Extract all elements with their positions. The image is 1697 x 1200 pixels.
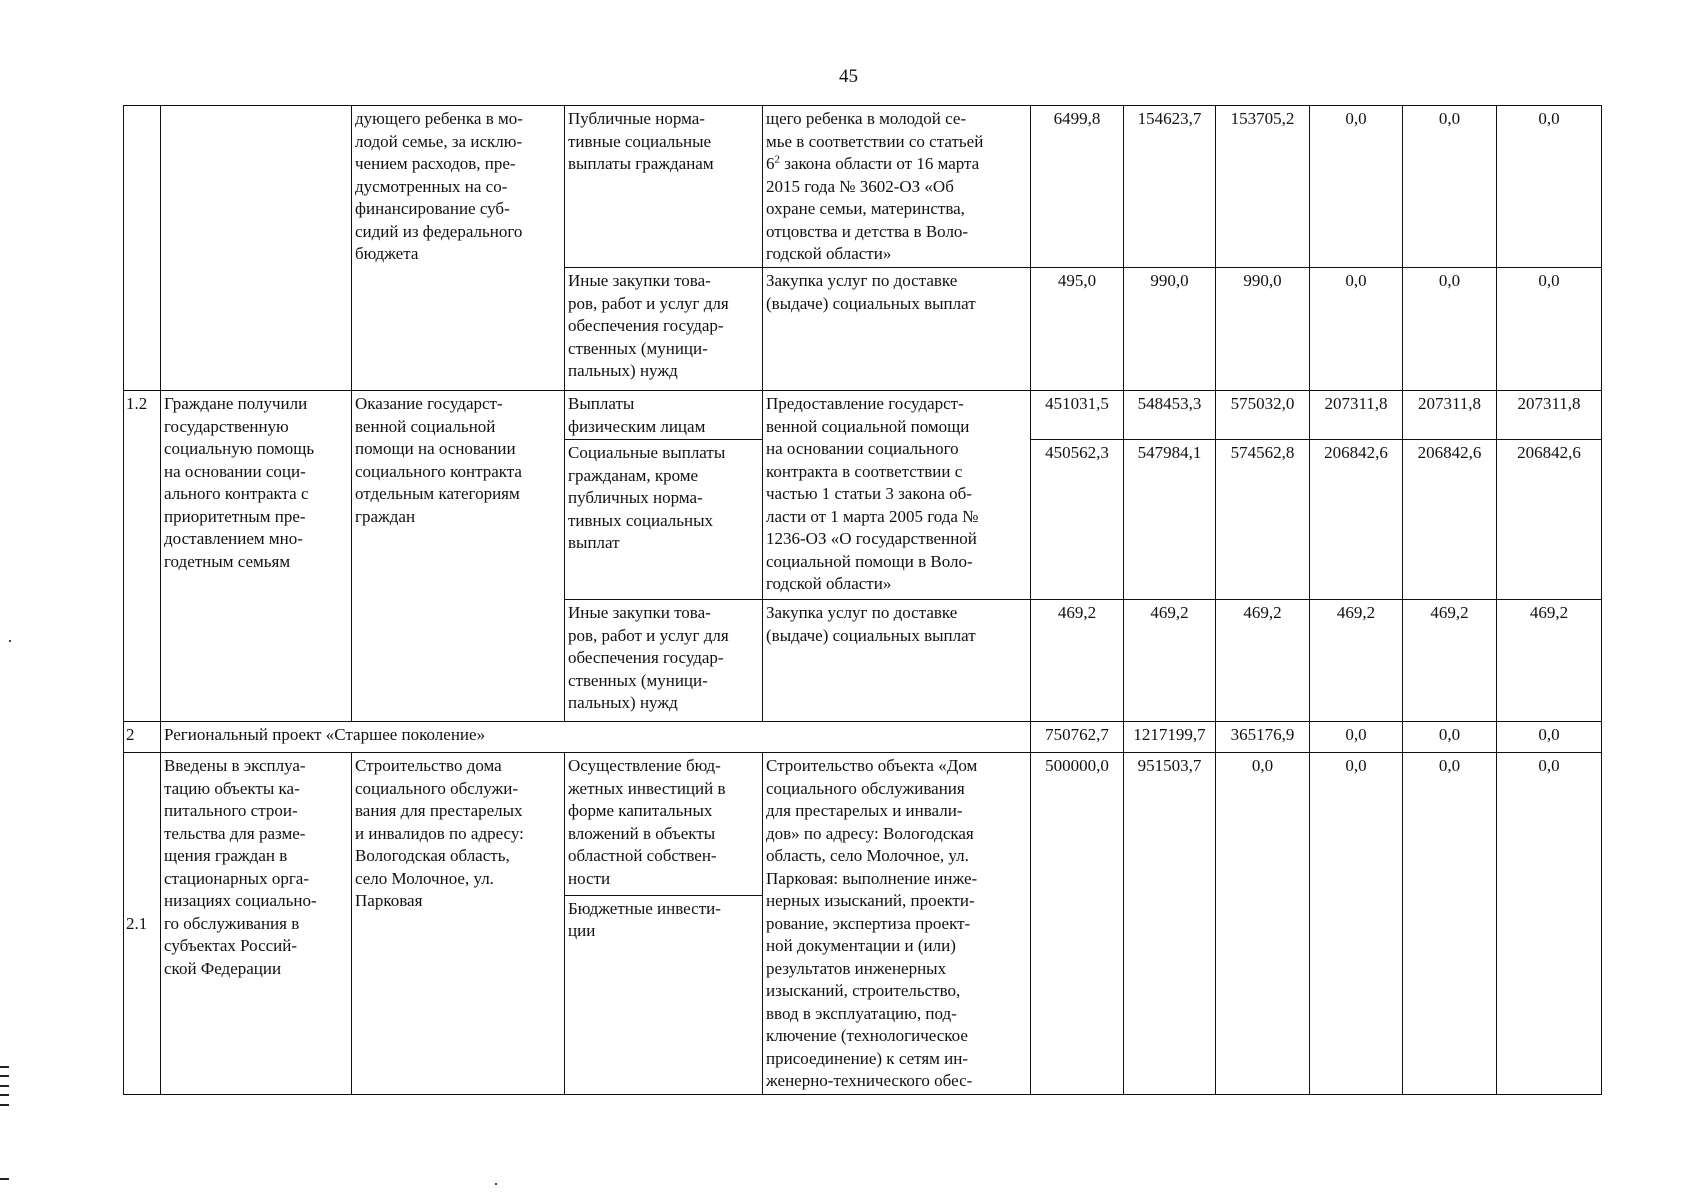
table-row bbox=[124, 391, 1602, 440]
measure-cell: Оказание государст- венной социальной помощи на основании социального контракта отдельным категориям граждан bbox=[352, 391, 565, 722]
value-cell: 206842,6 bbox=[1310, 440, 1403, 600]
table-row bbox=[124, 722, 1602, 753]
value-cell: 951503,7 bbox=[1124, 753, 1216, 1095]
value-cell: 365176,9 bbox=[1216, 722, 1310, 753]
expense-type-cell: Социальные выплаты гражданам, кроме публичных норма- тивных социальных выплат bbox=[565, 440, 763, 600]
scan-mark bbox=[0, 1178, 9, 1180]
value-cell: 0,0 bbox=[1403, 268, 1497, 391]
value-cell: 500000,0 bbox=[1031, 753, 1124, 1095]
value-cell: 574562,8 bbox=[1216, 440, 1310, 600]
page-number: 45 bbox=[839, 66, 858, 87]
value-cell: 0,0 bbox=[1310, 753, 1403, 1095]
description-cell: Строительство объекта «Дом социального обслуживания для престарелых и инвали- дов» по адресу: Вологодская область, село Молочное, ул. Парковая: выполнение инже- нерных изысканий, проекти- рование, экспертиза проект- ной документации и (или) результатов инженерных изысканий, строительство, ввод в эксплуатацию, под- ключение (технологическое присоединение) к сетям ин- женерно-технического обес- bbox=[763, 753, 1031, 1095]
value-cell: 548453,3 bbox=[1124, 391, 1216, 440]
value-cell: 469,2 bbox=[1124, 600, 1216, 722]
value-cell: 450562,3 bbox=[1031, 440, 1124, 600]
value-cell: 154623,7 bbox=[1124, 106, 1216, 268]
scan-speck bbox=[9, 640, 11, 642]
value-cell: 495,0 bbox=[1031, 268, 1124, 391]
table-row bbox=[124, 106, 1602, 268]
value-cell: 0,0 bbox=[1216, 753, 1310, 1095]
value-cell: 0,0 bbox=[1497, 753, 1602, 1095]
project-title-cell: Региональный проект «Старшее поколение» bbox=[161, 722, 1031, 753]
value-cell: 206842,6 bbox=[1497, 440, 1602, 600]
value-cell: 0,0 bbox=[1310, 722, 1403, 753]
value-cell: 206842,6 bbox=[1403, 440, 1497, 600]
scan-mark bbox=[0, 1075, 9, 1077]
measure-cell: дующего ребенка в мо- лодой семье, за исклю- чением расходов, пре- дусмотренных на со- финансирование суб- сидий из федерального бюджета bbox=[352, 106, 565, 391]
value-cell: 575032,0 bbox=[1216, 391, 1310, 440]
description-cell: Закупка услуг по доставке (выдаче) социальных выплат bbox=[763, 268, 1031, 391]
index-cell bbox=[124, 106, 161, 391]
value-cell: 469,2 bbox=[1310, 600, 1403, 722]
description-cell: щего ребенка в молодой се- мье в соответствии со статьей $6^2$ закона области от 16 марта 2015 года № 3602-ОЗ «Об охране семьи, материнства, отцовства и детства в Воло- годской области» bbox=[763, 106, 1031, 268]
value-cell: 0,0 bbox=[1497, 106, 1602, 268]
value-cell: 0,0 bbox=[1403, 722, 1497, 753]
expense-type-cell: Иные закупки това- ров, работ и услуг для обеспечения государ- ственных (муници- пальных) нужд bbox=[565, 268, 763, 391]
index-cell: 1.2 bbox=[124, 391, 161, 722]
table-row bbox=[124, 753, 1602, 896]
value-cell: 207311,8 bbox=[1403, 391, 1497, 440]
expense-type-cell: Осуществление бюд- жетных инвестиций в форме капитальных вложений в объекты областной собствен- ности bbox=[565, 753, 763, 896]
value-cell: 990,0 bbox=[1124, 268, 1216, 391]
result-cell: Граждане получили государственную социальную помощь на основании соци- ального контракта с приоритетным пре- доставлением мно- годетным семьям bbox=[161, 391, 352, 722]
value-cell: 451031,5 bbox=[1031, 391, 1124, 440]
expense-type-cell: Публичные норма- тивные социальные выплаты гражданам bbox=[565, 106, 763, 268]
value-cell: 547984,1 bbox=[1124, 440, 1216, 600]
value-cell: 0,0 bbox=[1497, 268, 1602, 391]
value-cell: 0,0 bbox=[1310, 106, 1403, 268]
value-cell: 469,2 bbox=[1403, 600, 1497, 722]
value-cell: 0,0 bbox=[1403, 753, 1497, 1095]
description-cell: Закупка услуг по доставке (выдаче) социальных выплат bbox=[763, 600, 1031, 722]
value-cell: 153705,2 bbox=[1216, 106, 1310, 268]
expense-type-cell: Выплаты физическим лицам bbox=[565, 391, 763, 440]
index-cell: 2 bbox=[124, 722, 161, 753]
value-cell: 0,0 bbox=[1497, 722, 1602, 753]
value-cell: 469,2 bbox=[1497, 600, 1602, 722]
value-cell: 469,2 bbox=[1216, 600, 1310, 722]
scan-mark bbox=[0, 1094, 9, 1096]
result-cell bbox=[161, 106, 352, 391]
value-cell: 207311,8 bbox=[1310, 391, 1403, 440]
result-cell: Введены в эксплуа- тацию объекты ка- питального строи- тельства для разме- щения граждан в стационарных орга- низациях социально- го обслуживания в субъектах Россий- ской Федерации bbox=[161, 753, 352, 1095]
value-cell: 0,0 bbox=[1310, 268, 1403, 391]
value-cell: 990,0 bbox=[1216, 268, 1310, 391]
index-cell: 2.1 bbox=[124, 753, 161, 1095]
program-table bbox=[123, 105, 1602, 1095]
scan-mark bbox=[0, 1066, 9, 1068]
scan-speck bbox=[495, 1183, 497, 1185]
value-cell: 207311,8 bbox=[1497, 391, 1602, 440]
description-cell: Предоставление государст- венной социальной помощи на основании социального контракта в соответствии с частью 1 статьи 3 закона об- ласти от 1 марта 2005 года № 1236-ОЗ «О государственной социальной помощи в Воло- годской области» bbox=[763, 391, 1031, 600]
value-cell: 6499,8 bbox=[1031, 106, 1124, 268]
scan-mark bbox=[0, 1104, 9, 1106]
measure-cell: Строительство дома социального обслужи- вания для престарелых и инвалидов по адресу: Вологодская область, село Молочное, ул. Парковая bbox=[352, 753, 565, 1095]
value-cell: 1217199,7 bbox=[1124, 722, 1216, 753]
expense-type-cell: Иные закупки това- ров, работ и услуг для обеспечения государ- ственных (муници- пальных) нужд bbox=[565, 600, 763, 722]
value-cell: 469,2 bbox=[1031, 600, 1124, 722]
value-cell: 750762,7 bbox=[1031, 722, 1124, 753]
value-cell: 0,0 bbox=[1403, 106, 1497, 268]
superscript: 2 bbox=[774, 153, 780, 166]
expense-type-cell: Бюджетные инвести- ции bbox=[565, 895, 763, 1094]
scan-mark bbox=[0, 1085, 9, 1087]
